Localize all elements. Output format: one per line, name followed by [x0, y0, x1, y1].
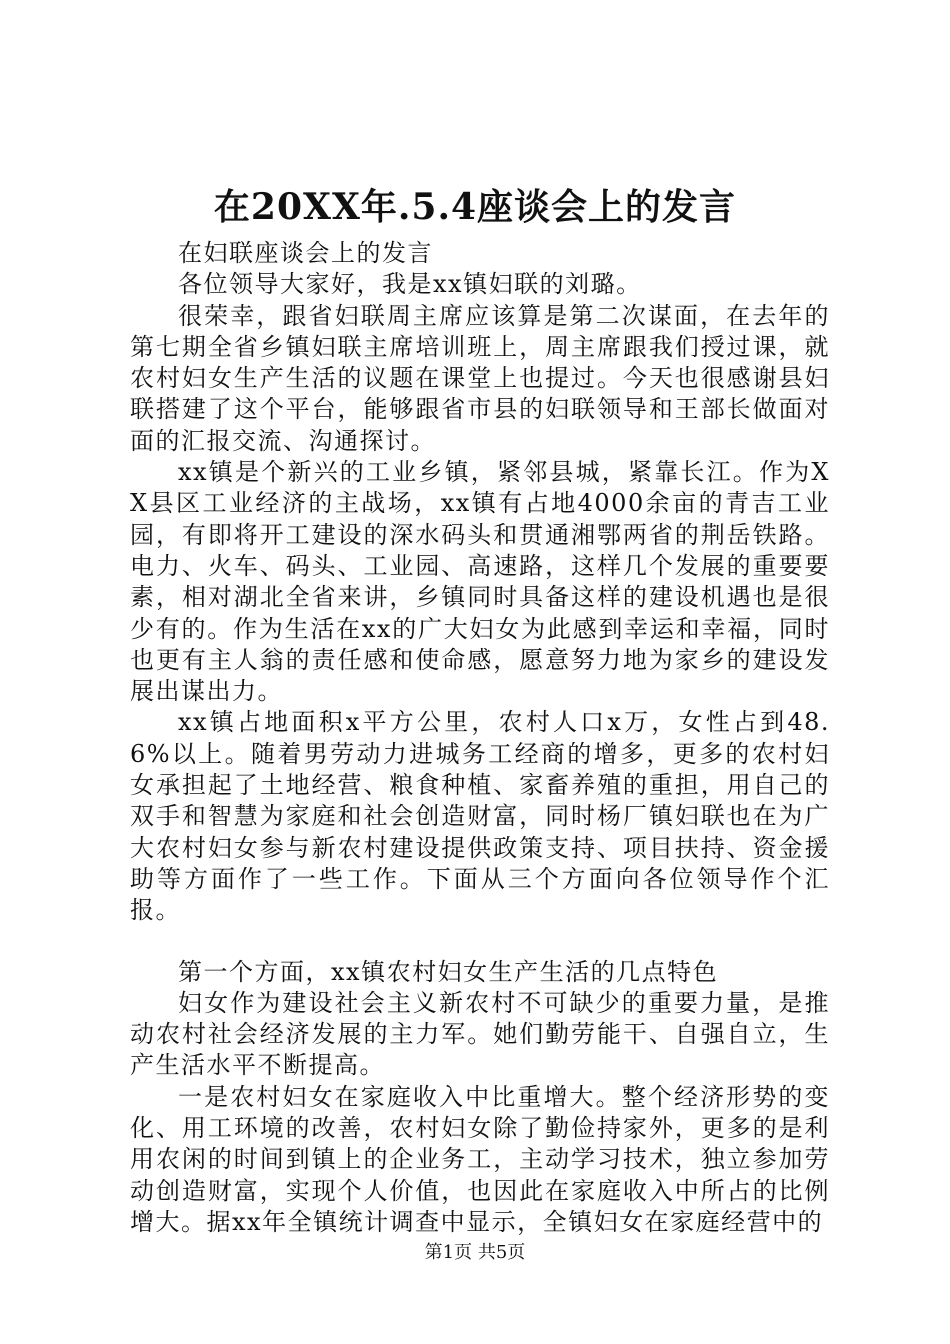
paragraph-greeting: 各位领导大家好，我是xx镇妇联的刘璐。: [178, 270, 642, 299]
paragraph-town-overview: xx镇是个新兴的工业乡镇，紧邻县城，紧靠长江。作为XX县区工业经济的主战场，xx镇有占地4000余亩的青吉工业园，有即将开工建设的深水码头和贯通湘鄂两省的荆岳铁路。电力、火车、码头、工业园、高速路，这样几个发展的重要要素，相对湖北全省来讲，乡镇同时具备这样的建设机遇也是很少有的。作为生活在xx的广大妇女为此感到幸运和幸福，同时也更有主人翁的责任感和使命感，愿意努力地为家乡的建设发展出谋出力。: [130, 458, 830, 706]
paragraph-heading: 在妇联座谈会上的发言: [178, 239, 433, 267]
document-title: 在20XX年.5.4座谈会上的发言: [213, 186, 737, 228]
section-heading-first-aspect: 第一个方面，xx镇农村妇女生产生活的几点特色: [178, 957, 719, 986]
paragraph-intro: 很荣幸，跟省妇联周主席应该算是第二次谋面，在去年的第七期全省乡镇妇联主席培训班上，周主席跟我们授过课，就农村妇女生产生活的议题在课堂上也提过。今天也很感谢县妇联搭建了这个平台，能够跟省市县的妇联领导和王部长做面对面的汇报交流、沟通探讨。: [130, 301, 830, 455]
paragraph-income-share: 一是农村妇女在家庭收入中比重增大。整个经济形势的变化、用工环境的改善，农村妇女除了勤俭持家外，更多的是利用农闲的时间到镇上的企业务工，主动学习技术，独立参加劳动创造财富，实现个人价值，也因此在家庭收入中所占的比例增大。据xx年全镇统计调查中显示，全镇妇女在家庭经营中的: [130, 1082, 830, 1236]
document-body: [130, 238, 830, 1238]
paragraph-population: xx镇占地面积x平方公里，农村人口x万，女性占到48.6%以上。随着男劳动力进城务工经商的增多，更多的农村妇女承担起了土地经营、粮食种植、家畜养殖的重担，用自己的双手和智慧为家庭和社会创造财富，同时杨厂镇妇联也在为广大农村妇女参与新农村建设提供政策支持、项目扶持、资金援助等方面作了一些工作。下面从三个方面向各位领导作个汇报。: [130, 708, 830, 925]
paragraph-women-role: 妇女作为建设社会主义新农村不可缺少的重要力量，是推动农村社会经济发展的主力军。她们勤劳能干、自强自立，生产生活水平不断提高。: [130, 988, 830, 1080]
page-footer: 第1页 共5页: [424, 1242, 526, 1263]
